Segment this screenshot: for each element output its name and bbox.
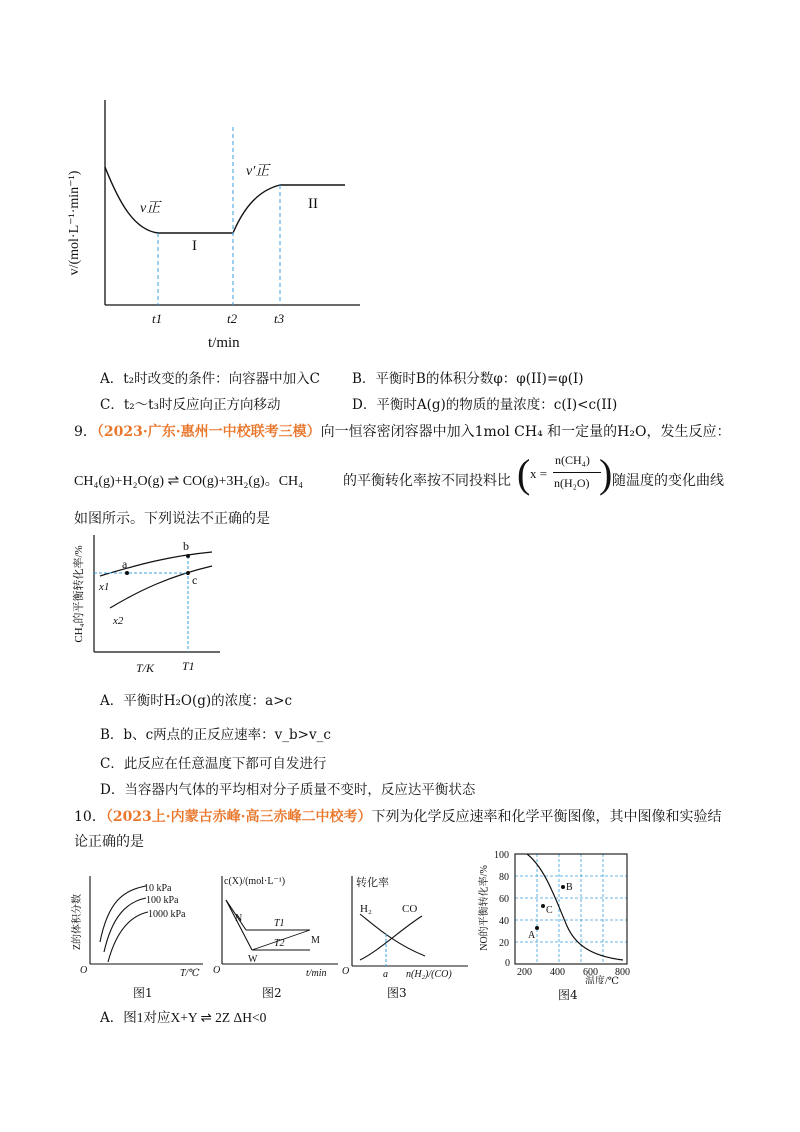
stem-text: 下列为化学反应速率和化学平衡图像，其中图像和实验结 [371,809,722,825]
point-A [535,926,539,930]
curve-10kpa [100,886,146,942]
q9-stem-text2: 的平衡转化率按不同投料比 [343,473,511,489]
y-tick-100: 100 [494,850,509,861]
option-letter: B． [352,371,376,387]
q10-fig4 [475,848,645,984]
point-C [541,904,545,908]
option-text: 此反应在任意温度下都可自发进行 [123,756,327,772]
option-text: 平衡时H₂O(g)的浓度：a>c [123,693,293,709]
label-N: N [235,913,243,924]
option-text: 当容器内气体的平均相对分子质量不变时，反应达平衡状态 [124,782,476,798]
option-letter: A． [100,371,124,387]
question-source: （2023上·内蒙古赤峰·高三赤峰二中校考） [105,809,372,825]
q9-option-d[interactable] [100,778,475,798]
q10-fig2 [210,872,342,977]
tick-t3: t3 [274,311,285,326]
q9-stem-text3: 随温度的变化曲线 [612,473,724,489]
fig2-caption: 图2 [262,986,282,1000]
question-number: 9． [74,424,97,440]
y-axis-label: v/(mol·L⁻¹·min⁻¹) [67,170,82,276]
x-tick-800: 800 [615,967,630,978]
q8-option-b[interactable] [352,367,584,387]
x-tick-600: 600 [583,967,598,978]
x-tick-400: 400 [550,967,565,978]
grid [515,854,627,964]
point-B [561,885,565,889]
x-axis-label: 温度/℃ [585,976,619,984]
label-CO: CO [402,903,418,915]
q8-option-d[interactable] [352,393,617,413]
label-T1: T1 [274,918,285,929]
option-text: t₂时改变的条件：向容器中加入C [123,371,320,387]
q9-option-b[interactable] [100,723,331,743]
x-axis-label: n(H₂)/(CO) [406,969,452,980]
label-H2: H₂ [360,903,372,915]
origin-label: O [342,966,350,977]
ratio-formula: ( x = n(CH₄) n(H₂O) ) [517,451,613,496]
option-letter: D． [100,782,125,798]
q10-fig3 [340,870,472,980]
q10-fig1 [68,872,208,977]
label-b: b [183,539,189,553]
ratio-denominator: n(H₂O) [554,476,590,490]
label-W: W [248,954,258,965]
label-1000kpa: 1000 kPa [148,909,186,920]
plot-frame [515,854,627,964]
q9-option-a[interactable] [100,689,292,709]
point-c [186,571,190,575]
origin-label: O [80,965,88,976]
tick-a: a [383,969,388,980]
point-b [186,554,190,558]
fig1-caption: 图1 [133,986,153,1000]
v-forward-prime-label: v′正 [246,164,270,179]
q9-stem-line1 [74,421,730,441]
option-letter: C． [100,397,124,413]
option-letter: A． [100,693,124,709]
q10-option-a[interactable] [100,1006,266,1026]
label-c: c [192,573,198,587]
label-C: C [546,905,553,916]
y-tick-80: 80 [499,872,509,883]
q9-stem-text4: 如图所示。下列说法不正确的是 [74,511,270,527]
tick-T1: T1 [182,659,195,673]
option-text: 平衡时A(g)的物质的量浓度：c(I)<c(II) [376,397,618,413]
region-II-label: II [308,196,318,212]
y-axis-label: NO的平衡转化率/% [479,865,490,951]
origin-label: O [213,965,221,976]
curve-1000kpa [108,912,148,962]
y-axis-label: c(X)/(mol·L⁻¹) [224,876,286,887]
option-text: 图1对应X+Y ⇌ 2Z ΔH<0 [123,1010,267,1025]
option-letter: C． [100,756,124,772]
label-T2: T2 [274,938,285,949]
point-a [125,571,129,575]
y-axis-label: Z的体积分数 [72,893,83,951]
option-letter: B． [100,727,124,743]
question-source: （2023·广东·惠州一中校联考三模） [96,424,321,440]
label-x2: x2 [113,615,124,627]
region-I-label: I [192,238,197,254]
rate-time-graph [60,95,370,360]
label-10kpa: 10 kPa [144,883,172,894]
q8-option-a[interactable] [100,367,320,387]
option-text: b、c两点的正反应速率：v_b>v_c [123,727,331,743]
x-axis-label: t/min [306,968,327,977]
label-100kpa: 100 kPa [146,895,179,906]
y-axis-label: CH₄的平衡转化率/% [73,545,85,643]
label-M: M [311,935,320,946]
option-text: t₂～t₃时反应向正方向移动 [123,397,281,413]
y-tick-0: 0 [505,958,510,969]
q9-conversion-graph [70,530,230,682]
label-a: a [122,557,128,571]
label-B: B [566,882,573,893]
y-tick-20: 20 [499,938,509,949]
x-axis-label: t/min [208,335,240,351]
label-x1: x1 [99,581,110,593]
fig3-caption: 图3 [387,986,407,1000]
y-tick-60: 60 [499,894,509,905]
option-text: 平衡时B的体积分数φ：φ(II)=φ(I) [375,371,584,387]
line-T2-descent [226,900,252,950]
label-A: A [528,930,536,941]
question-number: 10． [74,809,106,825]
v-forward-label: v正 [140,201,161,216]
q10-stem-line1 [74,806,722,826]
ratio-numerator: n(CH₄) [555,453,590,467]
y-axis-label: 转化率 [356,877,389,889]
x-axis-label: T/℃ [180,968,200,977]
x-axis-label: T/K [136,661,155,675]
x-tick-200: 200 [517,967,532,978]
tick-t2: t2 [227,311,238,326]
q10-stem-line2: 论正确的是 [74,834,144,850]
option-letter: D． [352,397,377,413]
option-letter: A． [100,1010,124,1026]
curve-100kpa [104,898,146,952]
q9-equation: CH₄(g)+H₂O(g) ⇌ CO(g)+3H₂(g)。CH₄ [74,474,304,489]
y-tick-40: 40 [499,916,509,927]
tick-t1: t1 [152,311,163,326]
fig4-caption: 图4 [558,988,578,1002]
q8-option-c[interactable] [100,393,281,413]
stem-text: 向一恒容密闭容器中加入1mol CH₄ 和一定量的H₂O，发生反应： [320,424,731,440]
q9-option-c[interactable] [100,752,326,772]
